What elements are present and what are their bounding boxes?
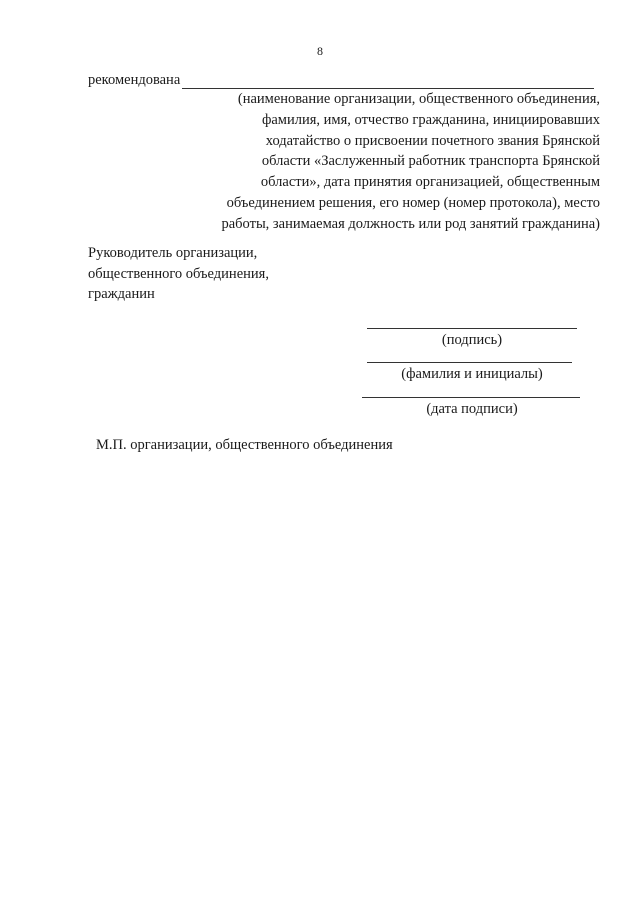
name-caption: (фамилия и инициалы) — [401, 366, 543, 382]
recommended-note-line: ходатайство о присвоении почетного звания Брянской — [265, 132, 600, 149]
recommended-note — [184, 89, 600, 235]
head-line: гражданин — [88, 286, 155, 302]
recommended-line — [88, 72, 594, 89]
recommended-label: рекомендована — [88, 72, 181, 88]
recommended-note-line: области», дата принятия организацией, общественным — [260, 174, 600, 191]
date-caption: (дата подписи) — [426, 401, 518, 417]
recommended-fill-line — [182, 74, 594, 89]
name-block — [362, 362, 582, 383]
signature-line — [367, 328, 577, 329]
name-line — [367, 362, 572, 363]
date-line — [362, 397, 580, 398]
signature-block — [362, 328, 582, 349]
head-line: Руководитель организации, — [88, 245, 258, 261]
recommended-note-line: фамилия, имя, отчество гражданина, инициировавших — [261, 111, 600, 128]
date-block — [362, 397, 582, 418]
signature-caption: (подпись) — [441, 332, 503, 348]
recommended-note-line: объединением решения, его номер (номер протокола), место — [226, 194, 600, 211]
recommended-note-line: (наименование организации, общественного объединения, — [237, 91, 600, 107]
head-line: общественного объединения, — [88, 265, 269, 282]
recommended-note-line: области «Заслуженный работник транспорта Брянской — [261, 153, 600, 170]
head-of-organization — [88, 243, 269, 305]
recommended-note-line: работы, занимаемая должность или род занятий гражданина) — [221, 215, 600, 232]
stamp-caption: М.П. организации, общественного объединения — [96, 437, 393, 453]
page-number: 8 — [317, 44, 323, 58]
